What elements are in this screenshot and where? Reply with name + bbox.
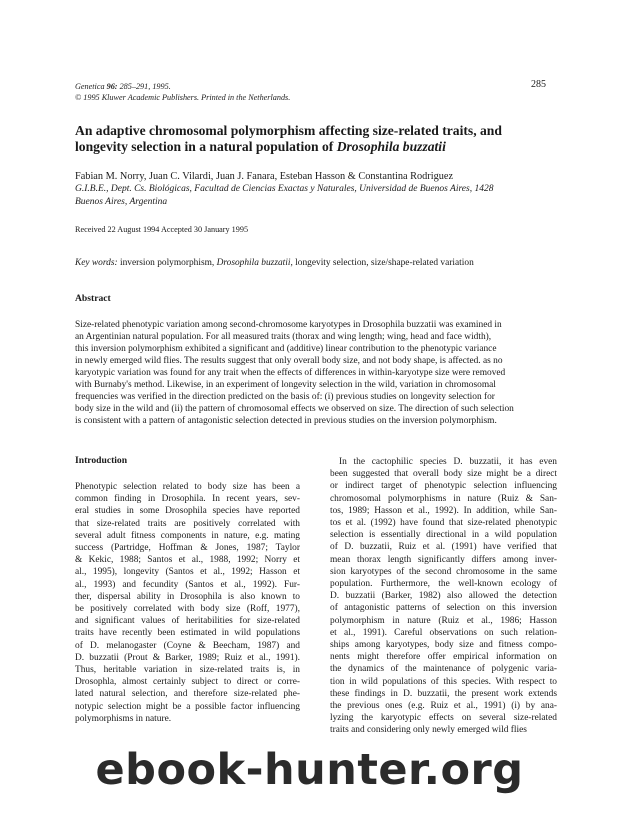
keywords-part-2: , longevity selection, size/shape-related variation (290, 258, 474, 268)
page-number: 285 (531, 79, 546, 90)
journal-volume: 96: (106, 82, 118, 91)
body-line: Drosophla, almost certainly subject to direct or corre- (75, 677, 300, 688)
body-line: lated natural selection, and therefore size-related phe- (75, 689, 300, 700)
affiliation (75, 183, 555, 209)
journal-name: Genetica (75, 82, 105, 91)
title-line-2-text: longevity selection in a natural population of (75, 139, 337, 154)
keywords-label: Key words: (75, 258, 118, 268)
body-line: & Kekic, 1988; Santos et al., 1988, 1992; Norry et (75, 555, 300, 566)
body-line: polymorphisms in nature. (75, 713, 172, 724)
abstract-line: is consistent with a pattern of antagonistic selection detected in previous studies on the inversion polymorphism. (75, 416, 497, 426)
body-line: D. buzzatii (Barker, 1982) also allowed the detection (330, 591, 557, 602)
keywords-species: Drosophila buzzatii (216, 258, 291, 268)
watermark-text: ebook-hunter.org (95, 745, 524, 795)
body-line: these findings in D. buzzatii, the present work extends (330, 688, 557, 699)
title-line-1: An adaptive chromosomal polymorphism affecting size-related traits, and (75, 123, 502, 138)
affiliation-line-2: Buenos Aires, Argentina (75, 197, 168, 207)
body-line: of D. melanogaster (Coyne & Beecham, 1987) and (75, 640, 300, 651)
body-line: et al., 1991). Careful observations on such relation- (330, 627, 557, 638)
body-line: population. Furthermore, the well-known ecology of (330, 579, 557, 590)
paper-title (75, 123, 545, 155)
body-line: lyzing the karyotypic effects on several size-related (330, 713, 557, 724)
keywords-part-1: inversion polymorphism, (117, 258, 217, 268)
body-line: traits and considering only newly emerged wild flies (330, 725, 527, 736)
body-line: or indirect target of phenotypic selection influencing (330, 481, 557, 492)
body-line: polymorphism in nature (Ruiz et al., 1986; Hasson (330, 615, 557, 626)
body-line: tion in wild populations of this species. With respect to (330, 676, 557, 687)
body-line: traits have recently been estimated in wild populations (75, 628, 300, 639)
body-line: the previous ones (e.g. Ruiz et al., 1991) (i) by ana- (330, 701, 557, 712)
body-line: of D. buzzatii, Ruiz et al. (1991) have verified that (330, 542, 557, 553)
body-line: nents might therefore offer empirical information on (330, 652, 557, 663)
abstract-line: Size-related phenotypic variation among second-chromosome karyotypes in Drosophila buzzatii was examined in (75, 320, 502, 330)
keywords (75, 257, 565, 269)
body-line: been suggested that overall body size might be a direct (330, 469, 557, 480)
body-line: Phenotypic selection related to body size has been a (75, 482, 300, 492)
body-line: common finding in Drosophila. In recent years, sev- (75, 494, 300, 505)
body-line: tos, 1989; Hasson et al., 1992). In addition, while San- (330, 505, 557, 516)
copyright-line: © 1995 Kluwer Academic Publishers. Printed in the Netherlands. (75, 93, 291, 102)
body-line: be positively correlated with body size (Roff, 1977), (75, 604, 300, 615)
body-line: chromosomal polymorphisms in nature (Ruiz & San- (330, 493, 557, 504)
body-line: ther, dispersal ability in Drosophila is also known to (75, 591, 300, 602)
body-line: and significant values of heritabilities for size-related (75, 616, 300, 627)
body-line: sion karyotypes of the second chromosome in the same (330, 566, 557, 577)
body-line: notypic selection might be a possible factor influencing (75, 701, 300, 712)
abstract-line: in newly emerged wild flies. The results suggest that only overall body size, and not body shape, is affected. as no (75, 356, 503, 366)
introduction-left-column (75, 481, 300, 725)
body-line: D. buzzatii (Prout & Barker, 1989; Ruiz et al., 1991). (75, 652, 300, 663)
abstract-line: karyotypic variation was found for any trait when the effects of differences in within-karyotype size were removed (75, 368, 506, 378)
body-line: ships among karyotypes, body size and fitness compo- (330, 640, 557, 651)
affiliation-line-1: G.I.B.E., Dept. Cs. Biológicas, Facultad de Ciencias Exactas y Naturales, Universidad de Buenos Aires, 1428 (75, 184, 494, 194)
title-line-2 (75, 139, 545, 155)
body-line: al., 1995), longevity (Santos et al., 1992; Hasson et (75, 567, 300, 578)
journal-pages: 285–291, 1995. (119, 82, 171, 91)
body-line: several adult fitness components in nature, e.g. mating (75, 530, 300, 541)
introduction-heading: Introduction (75, 455, 128, 466)
body-line: Thus, heritable variation in size-related traits is, in (75, 665, 300, 676)
abstract-body (75, 319, 557, 427)
abstract-line: frequencies was verified in the direction predicted on the basis of: (i) previous studies on longevity selection for (75, 392, 495, 402)
body-line: al., 1993) and fecundity (Santos et al., 1992). Fur- (75, 579, 300, 590)
abstract-line: an Argentinian natural population. For all measured traits (thorax and wing length; wing, head and face width), (75, 332, 492, 342)
body-line: tos et al. (1992) have found that size-related phenotypic (330, 518, 557, 529)
body-line: that size-related traits are positively correlated with (75, 518, 300, 529)
abstract-line: body size in the wild and (ii) the pattern of chromosomal effects we observed on size. The direction of such selection (75, 404, 514, 414)
author-list: Fabian M. Norry, Juan C. Vilardi, Juan J. Fanara, Esteban Hasson & Constantina Rodriguez (75, 171, 454, 182)
body-line: eral studies in some Drosophila species have reported (75, 506, 300, 517)
abstract-line: with Burnaby's method. Likewise, in an experiment of longevity selection in the wild, variation in chromosomal (75, 380, 496, 390)
abstract-line: this inversion polymorphism exhibited a significant and (additive) linear contribution to the phenotypic variance (75, 344, 497, 354)
title-species: Drosophila buzzatii (336, 139, 446, 154)
received-dates: Received 22 August 1994 Accepted 30 January 1995 (75, 225, 249, 234)
body-line: of antagonistic patterns of selection on this inversion (330, 603, 557, 614)
body-line: In the cactophilic species D. buzzatii, it has even (339, 457, 557, 467)
abstract-heading: Abstract (75, 293, 111, 304)
journal-header (75, 81, 290, 103)
body-line: selection is essentially directional in a wild population (330, 530, 557, 541)
introduction-right-column (330, 456, 557, 737)
body-line: the dynamics of the maintenance of polygenic varia- (330, 664, 557, 675)
body-line: success (Partridge, Hoffman & Jones, 1987; Taylor (75, 543, 300, 554)
body-line: mean thorax length significantly differs among inver- (330, 554, 557, 565)
